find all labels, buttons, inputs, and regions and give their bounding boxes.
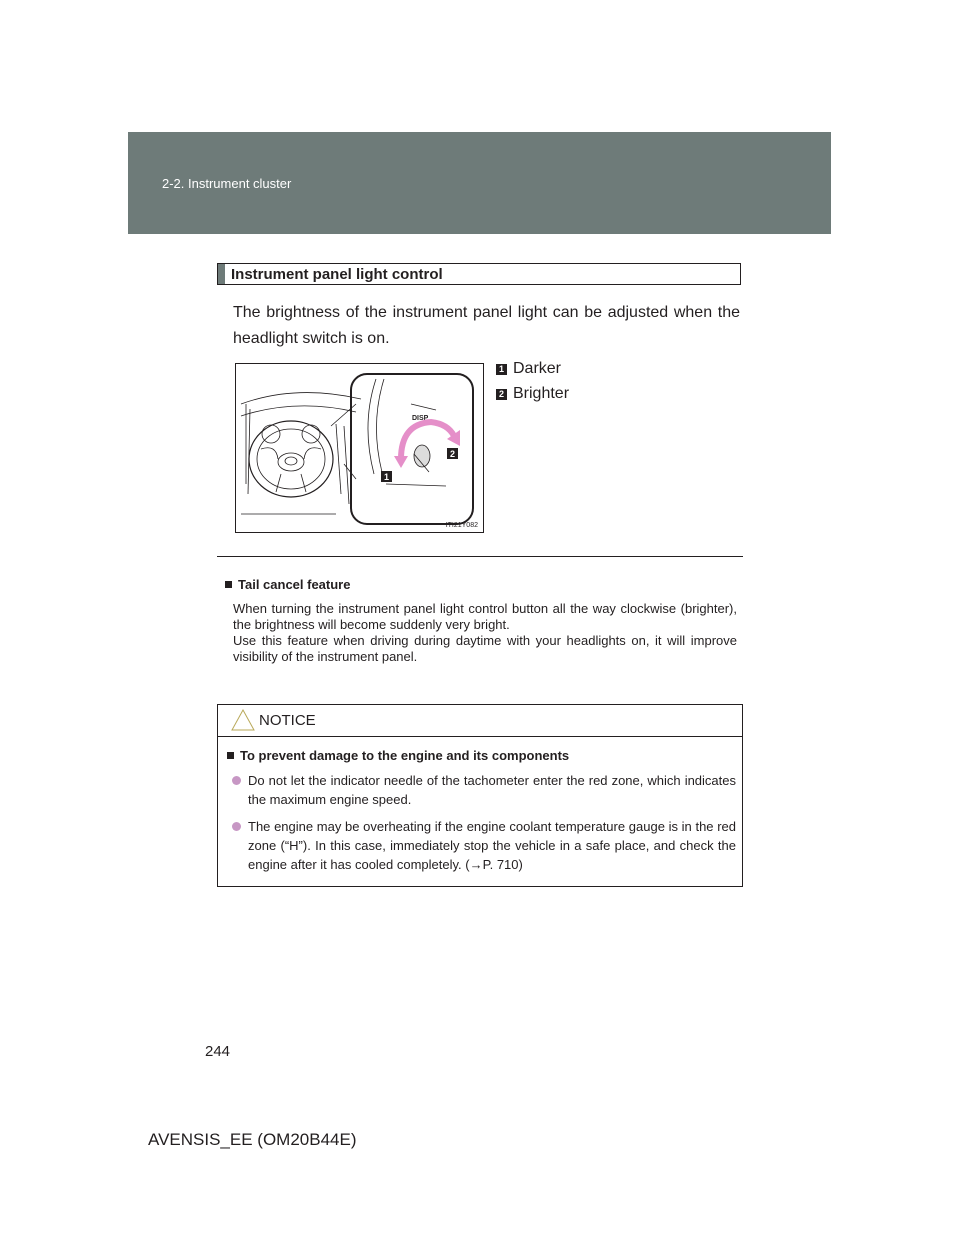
legend-label-brighter: Brighter	[513, 385, 570, 402]
tail-cancel-paragraph-1: When turning the instrument panel light control button all the way clockwise (brighter), the brightness will become suddenly very bright.	[233, 601, 737, 632]
legend-marker-2: 2	[496, 389, 507, 400]
tail-cancel-title-text: Tail cancel feature	[238, 577, 351, 592]
tail-cancel-body	[233, 601, 737, 665]
heading-text: Instrument panel light control	[231, 266, 443, 283]
section-heading	[217, 263, 741, 285]
bullet-dot-icon	[232, 776, 241, 785]
heading-accent-bar	[218, 264, 225, 284]
page-number: 244	[205, 1043, 231, 1060]
notice-label: NOTICE	[259, 712, 316, 729]
square-bullet-icon	[227, 752, 234, 759]
notice-header	[218, 705, 742, 737]
square-bullet-icon	[225, 581, 232, 588]
notice-bullet-1	[232, 771, 736, 809]
callout-2-number: 2	[450, 449, 456, 459]
legend-marker-1: 1	[496, 364, 507, 375]
tail-cancel-paragraph-2: Use this feature when driving during daytime with your headlights on, it will improve visibility of the instrument panel.	[233, 633, 737, 664]
notice-bullet-2-text: The engine may be overheating if the engine coolant temperature gauge is in the red zone (“H”). In this case, immediately stop the vehicle in a safe place, and check the engine after it has cooled completely. (→P. 710)	[248, 819, 736, 872]
divider	[217, 556, 743, 557]
intro-text: The brightness of the instrument panel light can be adjusted when the headlight switch is on.	[233, 304, 740, 347]
legend-item-brighter	[496, 385, 569, 403]
bullet-dot-icon	[232, 822, 241, 831]
warning-triangle-icon	[231, 709, 255, 731]
notice-bullet-1-text: Do not let the indicator needle of the tachometer enter the red zone, which indicates the maximum engine speed.	[248, 773, 736, 807]
legend-item-darker	[496, 360, 561, 378]
callout-1-number: 1	[384, 472, 390, 482]
section-label: 2-2. Instrument cluster	[162, 176, 292, 191]
instrument-panel-illustration	[235, 363, 484, 533]
tail-cancel-title	[225, 577, 350, 592]
dashboard-drawing	[236, 364, 483, 532]
disp-label: DISP	[412, 415, 429, 422]
figure-code: ITI21Y082	[445, 522, 478, 529]
notice-title	[227, 748, 569, 763]
footer-model-code: AVENSIS_EE (OM20B44E)	[148, 1130, 357, 1149]
notice-title-text: To prevent damage to the engine and its components	[240, 748, 570, 763]
notice-bullet-2	[232, 817, 736, 874]
notice-box	[217, 704, 743, 887]
legend-label-darker: Darker	[513, 360, 562, 377]
